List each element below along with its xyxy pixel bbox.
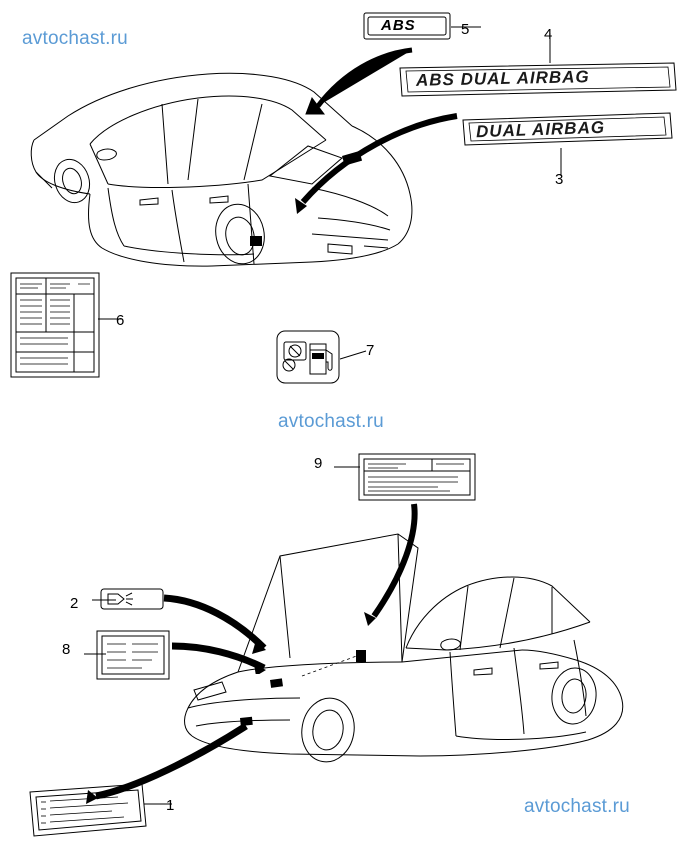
dual-airbag-emblem-text: DUAL AIRBAG bbox=[475, 117, 606, 142]
callout-number-7: 7 bbox=[366, 342, 375, 359]
leader-curve-dual-airbag bbox=[245, 110, 465, 240]
leader-curve-9 bbox=[352, 500, 442, 630]
leader-line-9 bbox=[334, 461, 386, 473]
abs-dual-airbag-emblem-text: ABS DUAL AIRBAG bbox=[415, 67, 590, 90]
callout-number-1: 1 bbox=[166, 797, 175, 814]
leader-line-2 bbox=[88, 594, 118, 606]
leader-line-8 bbox=[80, 648, 110, 660]
callout-number-2: 2 bbox=[70, 595, 79, 612]
dual-airbag-emblem-group bbox=[460, 112, 674, 148]
fuel-cap-label bbox=[276, 330, 342, 386]
watermark-middle: avtochast.ru bbox=[278, 411, 384, 432]
leader-curve-8 bbox=[168, 634, 278, 674]
callout-number-3: 3 bbox=[555, 171, 564, 188]
abs-dual-airbag-emblem-group bbox=[396, 62, 678, 98]
abs-emblem-group bbox=[363, 12, 451, 40]
watermark-top-left: avtochast.ru bbox=[22, 28, 128, 49]
callout-number-9: 9 bbox=[314, 455, 323, 472]
leader-dashed-hood bbox=[300, 650, 370, 680]
tire-pressure-label bbox=[10, 272, 106, 380]
callout-number-8: 8 bbox=[62, 641, 71, 658]
abs-emblem-text: ABS bbox=[381, 17, 416, 34]
callout-number-6: 6 bbox=[116, 312, 125, 329]
callout-number-5: 5 bbox=[461, 21, 470, 38]
watermark-bottom-right: avtochast.ru bbox=[524, 796, 630, 817]
callout-number-4: 4 bbox=[544, 26, 553, 43]
leader-curve-1 bbox=[86, 718, 256, 808]
